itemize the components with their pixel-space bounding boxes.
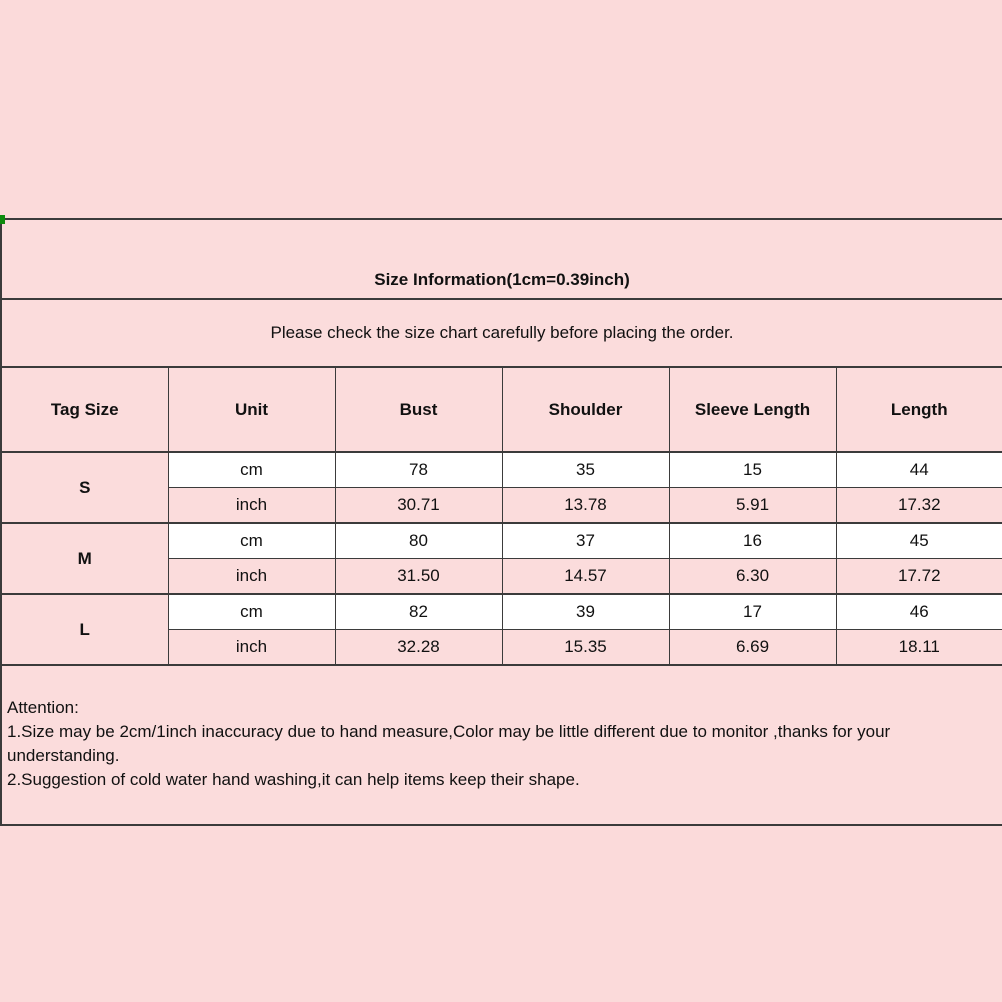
unit-inch-label: inch — [168, 488, 335, 524]
attention-heading: Attention: — [7, 698, 79, 717]
cell-s-cm-length: 44 — [836, 452, 1002, 488]
cell-m-cm-shoulder: 37 — [502, 523, 669, 559]
cell-l-cm-shoulder: 39 — [502, 594, 669, 630]
cell-m-cm-length: 45 — [836, 523, 1002, 559]
cell-l-cm-bust: 82 — [335, 594, 502, 630]
attention-note-2: 2.Suggestion of cold water hand washing,it can help items keep their shape. — [7, 770, 580, 789]
header-bust: Bust — [335, 367, 502, 452]
cell-l-inch-bust: 32.28 — [335, 630, 502, 666]
cell-s-inch-length: 17.32 — [836, 488, 1002, 524]
cell-s-cm-bust: 78 — [335, 452, 502, 488]
cell-m-cm-bust: 80 — [335, 523, 502, 559]
table-subtitle: Please check the size chart carefully before placing the order. — [1, 299, 1002, 367]
table-row-m-cm — [1, 523, 1002, 559]
unit-cm-label: cm — [168, 594, 335, 630]
cell-l-cm-length: 46 — [836, 594, 1002, 630]
unit-inch-label: inch — [168, 559, 335, 595]
table-title: Size Information(1cm=0.39inch) — [1, 219, 1002, 299]
cell-l-inch-shoulder: 15.35 — [502, 630, 669, 666]
cell-s-inch-shoulder: 13.78 — [502, 488, 669, 524]
cell-m-inch-length: 17.72 — [836, 559, 1002, 595]
header-shoulder: Shoulder — [502, 367, 669, 452]
cell-l-inch-length: 18.11 — [836, 630, 1002, 666]
cell-l-cm-sleeve: 17 — [669, 594, 836, 630]
cell-s-cm-sleeve: 15 — [669, 452, 836, 488]
size-tag-s: S — [1, 452, 168, 523]
table-row-l-cm — [1, 594, 1002, 630]
header-unit: Unit — [168, 367, 335, 452]
cell-m-cm-sleeve: 16 — [669, 523, 836, 559]
attention-note-1: 1.Size may be 2cm/1inch inaccuracy due to hand measure,Color may be little different due to monitor ,thanks for your understanding. — [7, 722, 891, 765]
table-header-row — [1, 367, 1002, 452]
unit-cm-label: cm — [168, 452, 335, 488]
cell-m-inch-bust: 31.50 — [335, 559, 502, 595]
attention-block — [1, 665, 1002, 825]
header-sleeve-length: Sleeve Length — [669, 367, 836, 452]
unit-inch-label: inch — [168, 630, 335, 666]
cell-l-inch-sleeve: 6.69 — [669, 630, 836, 666]
cell-m-inch-shoulder: 14.57 — [502, 559, 669, 595]
unit-cm-label: cm — [168, 523, 335, 559]
size-tag-l: L — [1, 594, 168, 665]
cell-s-inch-bust: 30.71 — [335, 488, 502, 524]
cell-s-inch-sleeve: 5.91 — [669, 488, 836, 524]
table-row-s-cm — [1, 452, 1002, 488]
size-tag-m: M — [1, 523, 168, 594]
cell-s-cm-shoulder: 35 — [502, 452, 669, 488]
header-tag-size: Tag Size — [1, 367, 168, 452]
cell-m-inch-sleeve: 6.30 — [669, 559, 836, 595]
size-chart-table — [0, 218, 1002, 826]
header-length: Length — [836, 367, 1002, 452]
corner-artifact-mark — [0, 215, 5, 224]
